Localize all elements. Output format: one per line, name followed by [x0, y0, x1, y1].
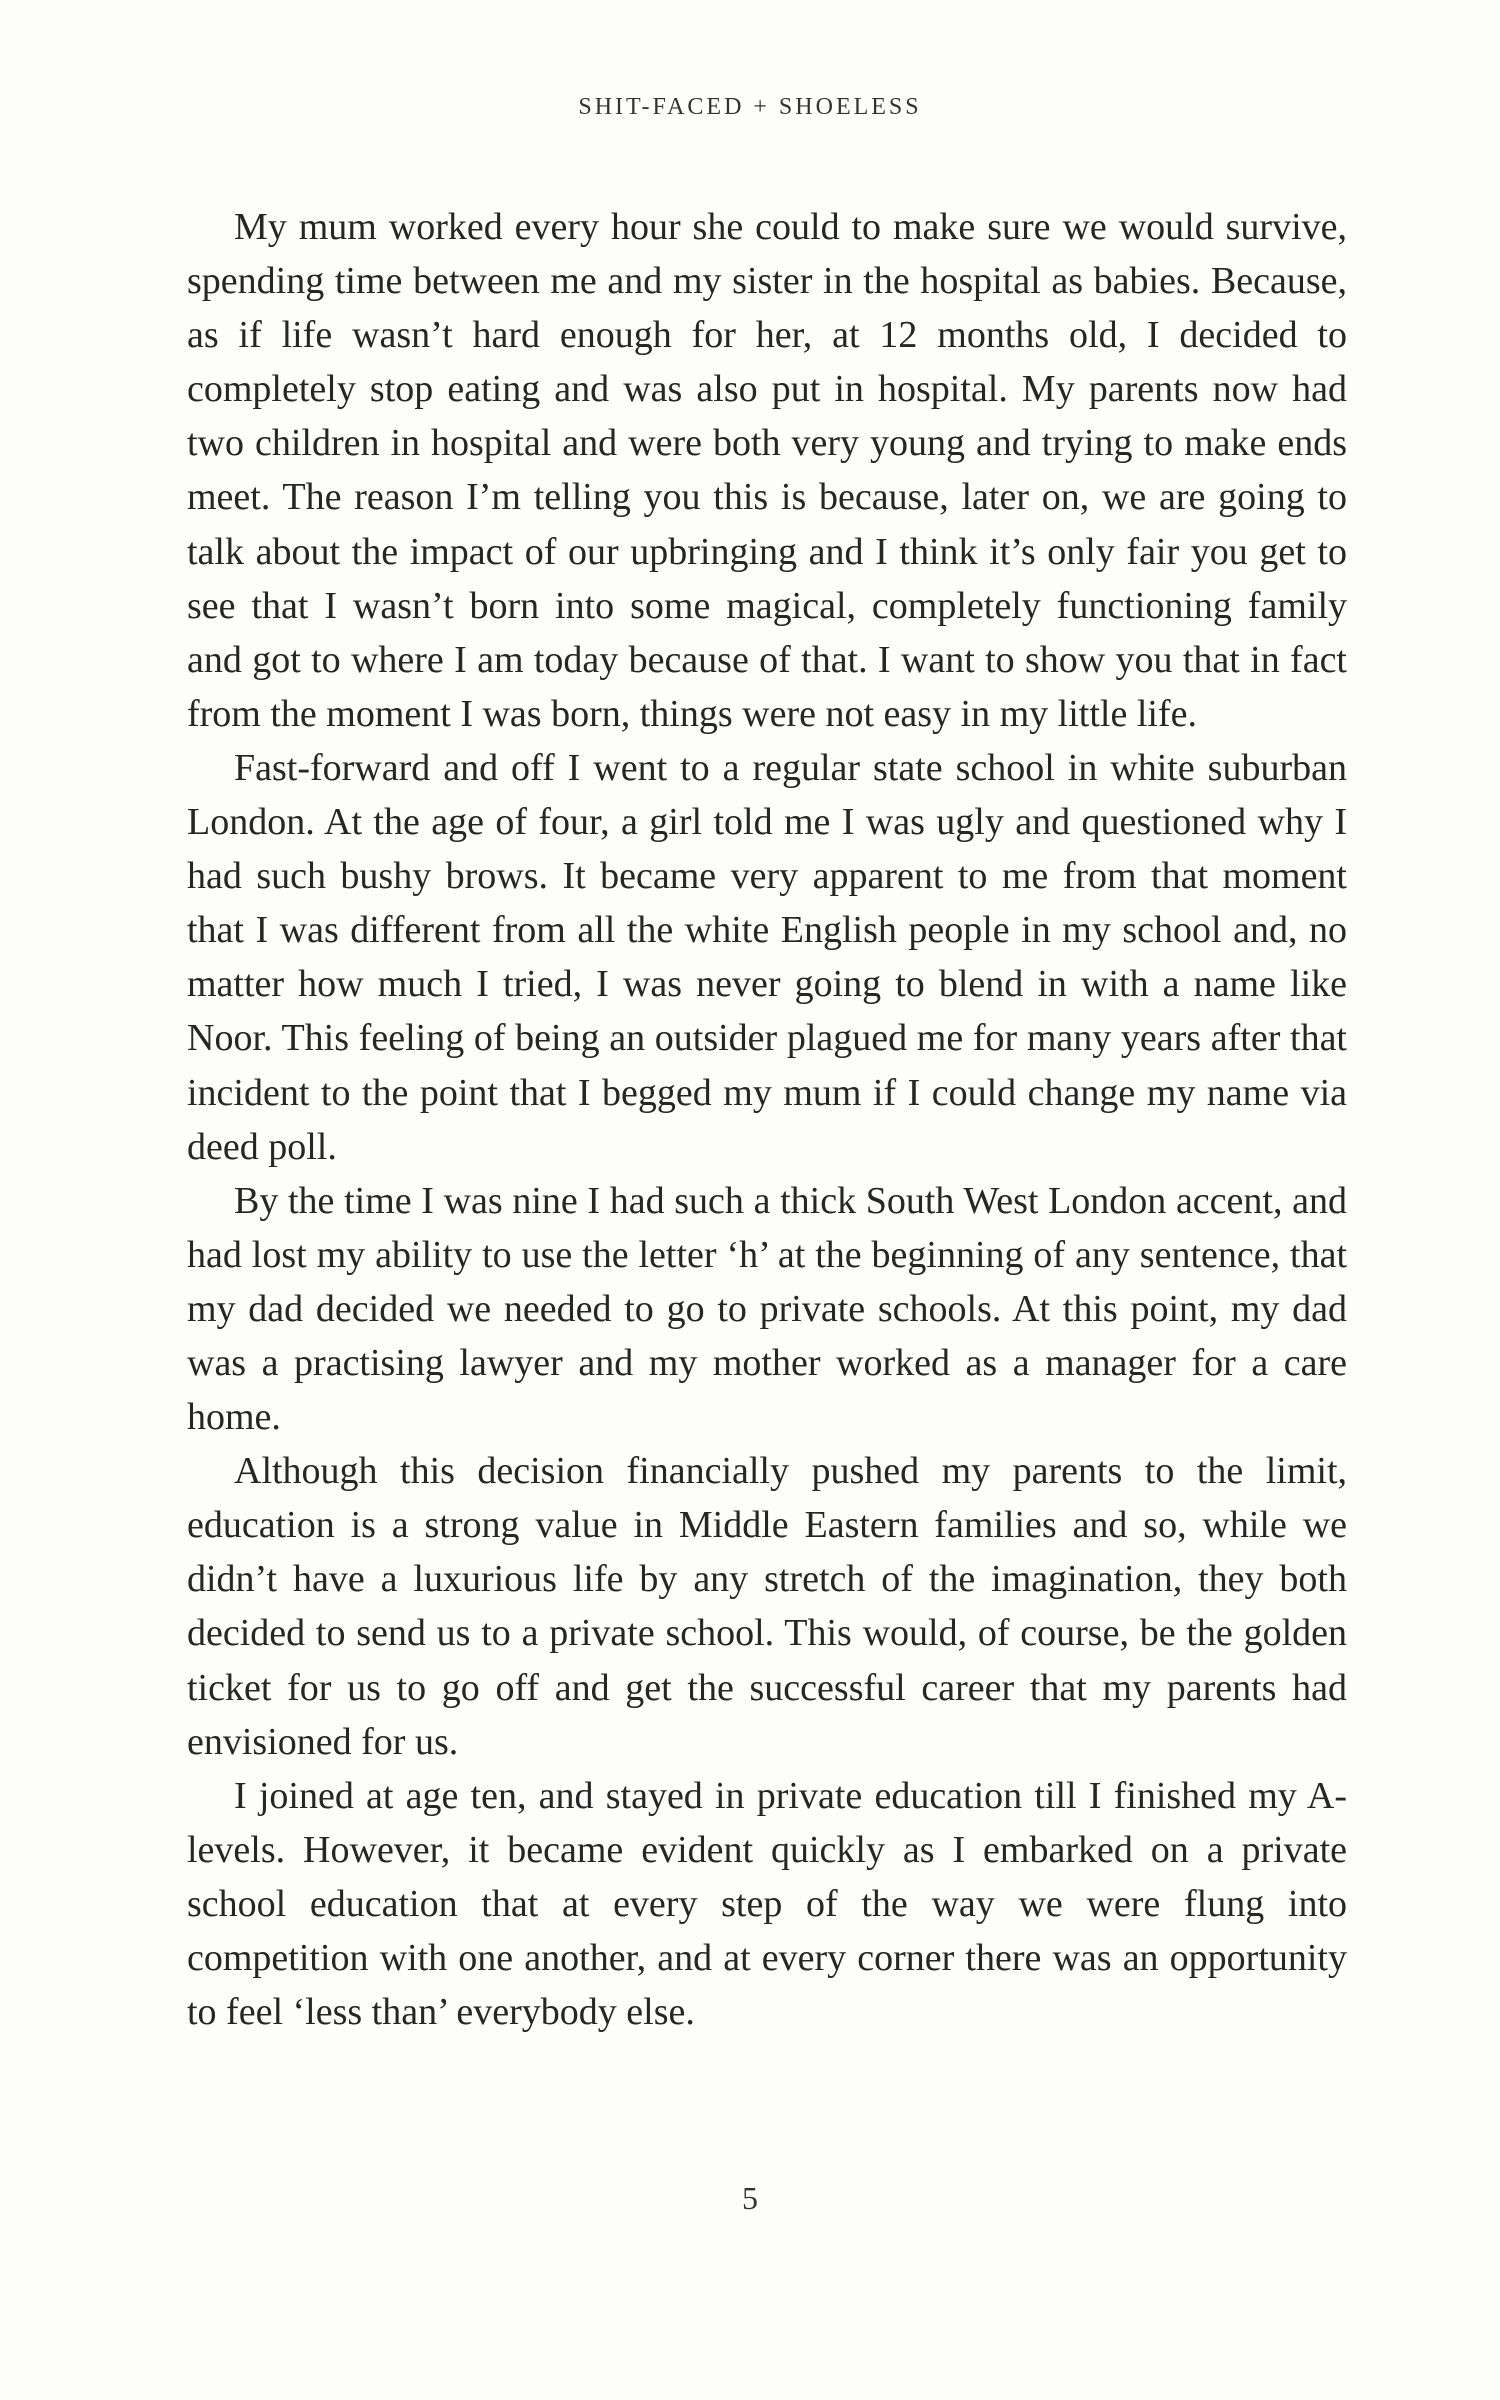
paragraph-5: I joined at age ten, and stayed in private education till I finished my A-levels. However, it became evident quickly as I embarked on a private school education that at every step of the way we were flung into competition with one another, and at every corner there was an opportunity to feel ‘less than’ everybody else. [187, 1774, 1347, 2034]
body-text [187, 200, 1347, 2039]
paragraph-4: Although this decision financially pushed my parents to the limit, education is a strong value in Middle Eastern families and so, while we didn’t have a luxurious life by any stretch of the imagination, they both decided to send us to a private school. This would, of course, be the golden ticket for us to go off and get the successful career that my parents had envisioned for us. [187, 1450, 1347, 1763]
paragraph-2: Fast-forward and off I went to a regular state school in white suburban London. At the age of four, a girl told me I was ugly and questioned why I had such bushy brows. It became very apparent to me from that moment that I was different from all the white English people in my school and, no matter how much I tried, I was never going to blend in with a name like Noor. This feeling of being an outsider plagued me for many years after that incident to the point that I begged my mum if I could change my name via deed poll. [187, 746, 1347, 1168]
paragraph-3: By the time I was nine I had such a thick South West London accent, and had lost my ability to use the letter ‘h’ at the beginning of any sentence, that my dad decided we needed to go to private schools. At this point, my dad was a practising lawyer and my mother worked as a manager for a care home. [187, 1179, 1347, 1439]
paragraph-1: My mum worked every hour she could to make sure we would survive, spending time between me and my sister in the hospital as babies. Because, as if life wasn’t hard enough for her, at 12 months old, I decided to completely stop eating and was also put in hospital. My parents now had two children in hospital and were both very young and trying to make ends meet. The reason I’m telling you this is because, later on, we are going to talk about the impact of our upbringing and I think it’s only fair you get to see that I wasn’t born into some magical, completely functioning family and got to where I am today because of that. I want to show you that in fact from the moment I was born, things were not easy in my little life. [187, 206, 1347, 735]
page-number: 5 [742, 2180, 758, 2216]
running-head: SHIT-FACED + SHOELESS [578, 94, 922, 120]
